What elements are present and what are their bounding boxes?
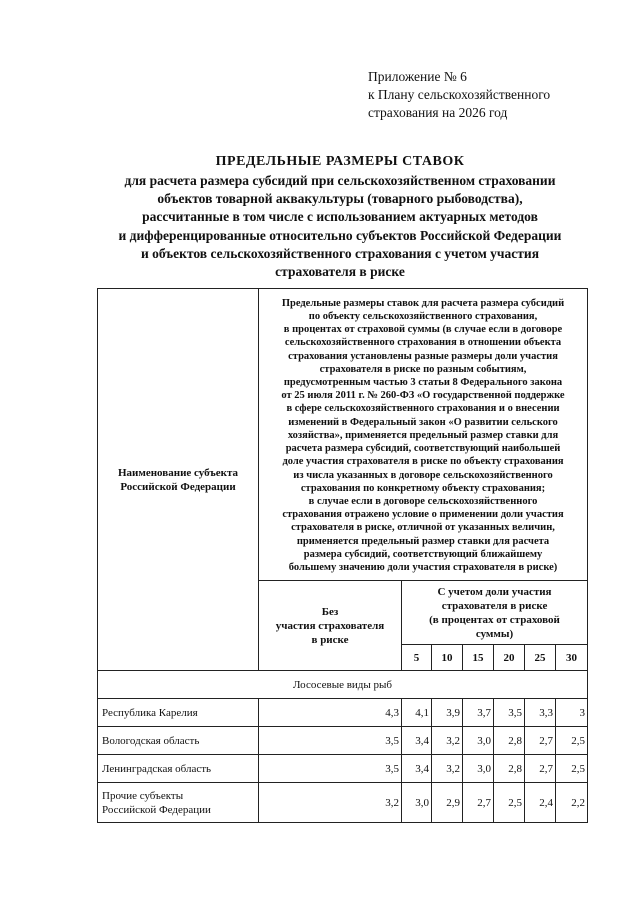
rate-with-participation: 2,5 xyxy=(494,783,525,823)
subject-name xyxy=(98,699,259,727)
header-line: С учетом доли участия xyxy=(437,585,552,598)
header-line: изменений в Федеральный закон «О развитии сельского xyxy=(288,416,558,428)
header-line: от 25 июля 2011 г. № 260-ФЗ «О государственной поддержке xyxy=(281,390,565,402)
header-line: по объекту сельскохозяйственного страхования, xyxy=(308,311,538,323)
rate-with-participation: 2,5 xyxy=(556,755,588,783)
subject-name-line: Прочие субъекты xyxy=(102,789,184,802)
percent-header: 20 xyxy=(494,645,525,671)
header-line: страхования установлены разные размеры доли участия xyxy=(288,350,558,362)
rate-with-participation: 3,0 xyxy=(463,755,494,783)
title-line: рассчитанные в том числе с использованием актуарных методов xyxy=(142,209,538,225)
header-line: Без xyxy=(321,605,339,618)
header-line: расчета размера субсидий, соответствующий наибольшей xyxy=(285,443,561,455)
table-row xyxy=(98,727,588,755)
appendix-line: Приложение № 6 xyxy=(368,69,467,84)
header-line: участия страхователя xyxy=(275,619,385,632)
rate-with-participation: 2,5 xyxy=(556,727,588,755)
rate-without-participation: 3,2 xyxy=(259,783,402,823)
header-line: хозяйства», применяется предельный размер ставки для xyxy=(287,429,559,441)
subject-name-line: Ленинградская область xyxy=(102,762,212,775)
header-line: из числа указанных в договоре сельскохозяйственного xyxy=(293,469,553,481)
rate-with-participation: 3,7 xyxy=(463,699,494,727)
title-line: и дифференцированные относительно субъектов Российской Федерации xyxy=(118,227,562,243)
column-header-with-participation xyxy=(402,581,588,645)
column-header-subject xyxy=(98,289,259,671)
header-line: применяется предельный размер ставки для расчета xyxy=(296,535,550,547)
title-line: для расчета размера субсидий при сельскохозяйственном страховании xyxy=(124,173,556,188)
rate-with-participation: 3,4 xyxy=(402,755,432,783)
percent-header: 5 xyxy=(402,645,432,671)
rate-without-participation: 4,3 xyxy=(259,699,402,727)
header-line: Российской Федерации xyxy=(120,480,236,493)
header-line: страхователя в риске, отличной от указанных величин, xyxy=(291,522,555,534)
subject-name xyxy=(98,727,259,755)
appendix-line: к Плану сельскохозяйственного xyxy=(368,87,551,102)
percent-header: 25 xyxy=(525,645,556,671)
header-line: суммы) xyxy=(475,627,514,640)
rate-with-participation: 2,2 xyxy=(556,783,588,823)
title-main: ПРЕДЕЛЬНЫЕ РАЗМЕРЫ СТАВОК xyxy=(215,154,465,169)
appendix-line: страхования на 2026 год xyxy=(368,105,508,120)
document-title xyxy=(60,153,620,281)
rate-with-participation: 2,8 xyxy=(494,755,525,783)
rate-without-participation: 3,5 xyxy=(259,755,402,783)
header-line: сельскохозяйственного страхования в отношении объекта xyxy=(284,337,562,349)
percent-header: 10 xyxy=(432,645,463,671)
title-line: и объектов сельскохозяйственного страхования с учетом участия xyxy=(140,245,539,261)
header-line: (в процентах от страховой xyxy=(429,613,560,626)
percent-header: 15 xyxy=(463,645,494,671)
rate-with-participation: 3,2 xyxy=(432,755,463,783)
section-label: Лососевые виды рыб xyxy=(98,671,588,699)
header-line: в сфере сельскохозяйственного страхования и о внесении xyxy=(286,403,560,415)
title-line: объектов товарной аквакультуры (товарного рыбоводства), xyxy=(157,191,523,207)
rate-with-participation: 2,9 xyxy=(432,783,463,823)
rate-with-participation: 2,4 xyxy=(525,783,556,823)
percent-header: 30 xyxy=(556,645,588,671)
subject-name xyxy=(98,783,259,823)
subject-name-line: Вологодская область xyxy=(102,734,200,747)
header-line: Предельные размеры ставок для расчета размера субсидий xyxy=(281,297,565,309)
header-line: страхования по конкретному объекту страхования; xyxy=(300,482,546,494)
rate-with-participation: 3,2 xyxy=(432,727,463,755)
subject-name-line: Республика Карелия xyxy=(102,706,198,719)
subject-name xyxy=(98,755,259,783)
rate-with-participation: 4,1 xyxy=(402,699,432,727)
table-row xyxy=(98,699,588,727)
header-line: Наименование субъекта xyxy=(117,466,239,479)
header-line: страхователя в риске по разным событиям, xyxy=(319,363,527,375)
table-row xyxy=(98,783,588,823)
rate-with-participation: 2,8 xyxy=(494,727,525,755)
column-header-rates xyxy=(259,289,588,581)
rate-with-participation: 2,7 xyxy=(525,755,556,783)
rate-with-participation: 2,7 xyxy=(463,783,494,823)
rate-with-participation: 3,9 xyxy=(432,699,463,727)
rate-with-participation: 3,5 xyxy=(494,699,525,727)
header-line: страхования отражено условие о применении доли участия xyxy=(282,509,564,521)
header-line: доле участия страхователя в риске по объекту страхования xyxy=(282,456,564,468)
rate-with-participation: 2,7 xyxy=(525,727,556,755)
header-line: в процентах от страховой суммы (в случае если в договоре xyxy=(283,324,563,336)
title-subtitle xyxy=(60,172,620,281)
header-line: в риске xyxy=(311,633,349,646)
column-header-without-participation xyxy=(259,581,402,671)
rates-table xyxy=(97,288,588,823)
table-row xyxy=(98,755,588,783)
section-row xyxy=(98,671,588,699)
header-row xyxy=(98,289,588,581)
header-line: предусмотренным частью 3 статьи 8 Федерального закона xyxy=(283,377,563,389)
rate-with-participation: 3,3 xyxy=(525,699,556,727)
rate-without-participation: 3,5 xyxy=(259,727,402,755)
rate-with-participation: 3 xyxy=(556,699,588,727)
rate-with-participation: 3,4 xyxy=(402,727,432,755)
header-line: большему значению доли участия страхователя в риске) xyxy=(288,561,558,573)
header-line: размера субсидий, соответствующий ближайшему xyxy=(303,548,543,560)
subject-name-line: Российской Федерации xyxy=(102,803,211,816)
appendix-note xyxy=(368,68,550,122)
title-line: страхователя в риске xyxy=(275,264,405,280)
header-line: в случае если в договоре сельскохозяйственного xyxy=(308,495,538,507)
header-line: страхователя в риске xyxy=(441,599,548,612)
rate-with-participation: 3,0 xyxy=(463,727,494,755)
rate-with-participation: 3,0 xyxy=(402,783,432,823)
